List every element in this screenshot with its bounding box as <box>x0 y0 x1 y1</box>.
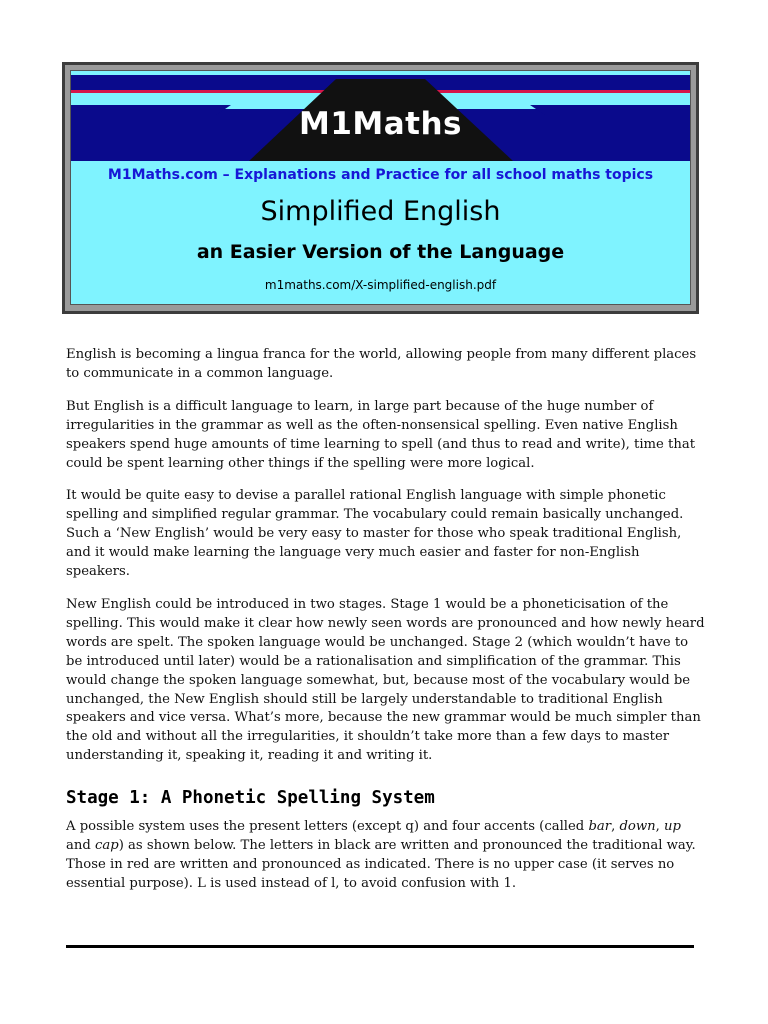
paragraph-5-text: A possible system uses the present letters (except q) and four accents (called <box>66 819 589 835</box>
accent-up: up <box>664 819 681 835</box>
paragraph-3: It would be quite easy to devise a parallel rational English language with simple phonetic spelling and simplified regular grammar. The vocabulary could remain basically unchanged. Such a ‘New English’ would be very easy to master for those who speak traditional English, and it would make learning the language very much easier and faster for non-English speakers. <box>66 488 684 580</box>
paragraph-4: New English could be introduced in two stages. Stage 1 would be a phoneticisation of the spelling. This would make it clear how newly seen words are pronounced and how newly heard words are spelt. The spoken language would be unchanged. Stage 2 (which wouldn’t have to be introduced until later) would be a rationalisation and simplification of the grammar. This would change the spoken language somewhat, but, because most of the vocabulary would be unchanged, the New English should still be largely understandable to traditional English speakers and vice versa. What’s more, because the new grammar would be much simpler than the old and without all the irregularities, it shouldn’t take more than a few days to master understanding it, speaking it, reading it and writing it. <box>66 596 705 764</box>
paragraph-5-text-end: ) as shown below. The letters in black are written and pronounced the traditional way. Those in red are written and pronounced as indicated. There is no upper case (it serves no essential purpose). L is used instead of l, to avoid confusion with 1. <box>66 838 696 891</box>
accent-down: down <box>619 819 656 835</box>
document-subtitle: an Easier Version of the Language <box>196 241 565 263</box>
banner-panel <box>70 70 691 305</box>
body-text <box>66 346 706 908</box>
tagline: M1Maths.com – Explanations and Practice for all school maths topics <box>107 167 654 183</box>
separator-comma: , <box>611 819 620 835</box>
section-heading: Stage 1: A Phonetic Spelling System <box>66 788 435 809</box>
paragraph-1: English is becoming a lingua franca for the world, allowing people from many different places to communicate in a common language. <box>66 347 697 381</box>
document-url: m1maths.com/X-simplified-english.pdf <box>264 278 497 292</box>
bottom-rule <box>66 945 694 948</box>
document-title: Simplified English <box>260 196 501 227</box>
paragraph-5 <box>66 818 706 894</box>
accent-cap: cap <box>95 838 119 854</box>
logo-text: M1Maths <box>298 106 463 142</box>
accent-bar: bar <box>588 819 612 835</box>
paragraph-2: But English is a difficult language to learn, in large part because of the huge number of irregularities in the grammar as well as the often-nonsensical spelling. Even native English speakers spend huge amounts of time learning to spell (and thus to read and write), time that could be spent learning other things if the spelling were more logical. <box>66 398 696 471</box>
separator-comma: , <box>655 819 665 835</box>
header-banner <box>62 62 699 314</box>
separator-and: and <box>66 838 95 854</box>
logo-band <box>71 75 690 161</box>
